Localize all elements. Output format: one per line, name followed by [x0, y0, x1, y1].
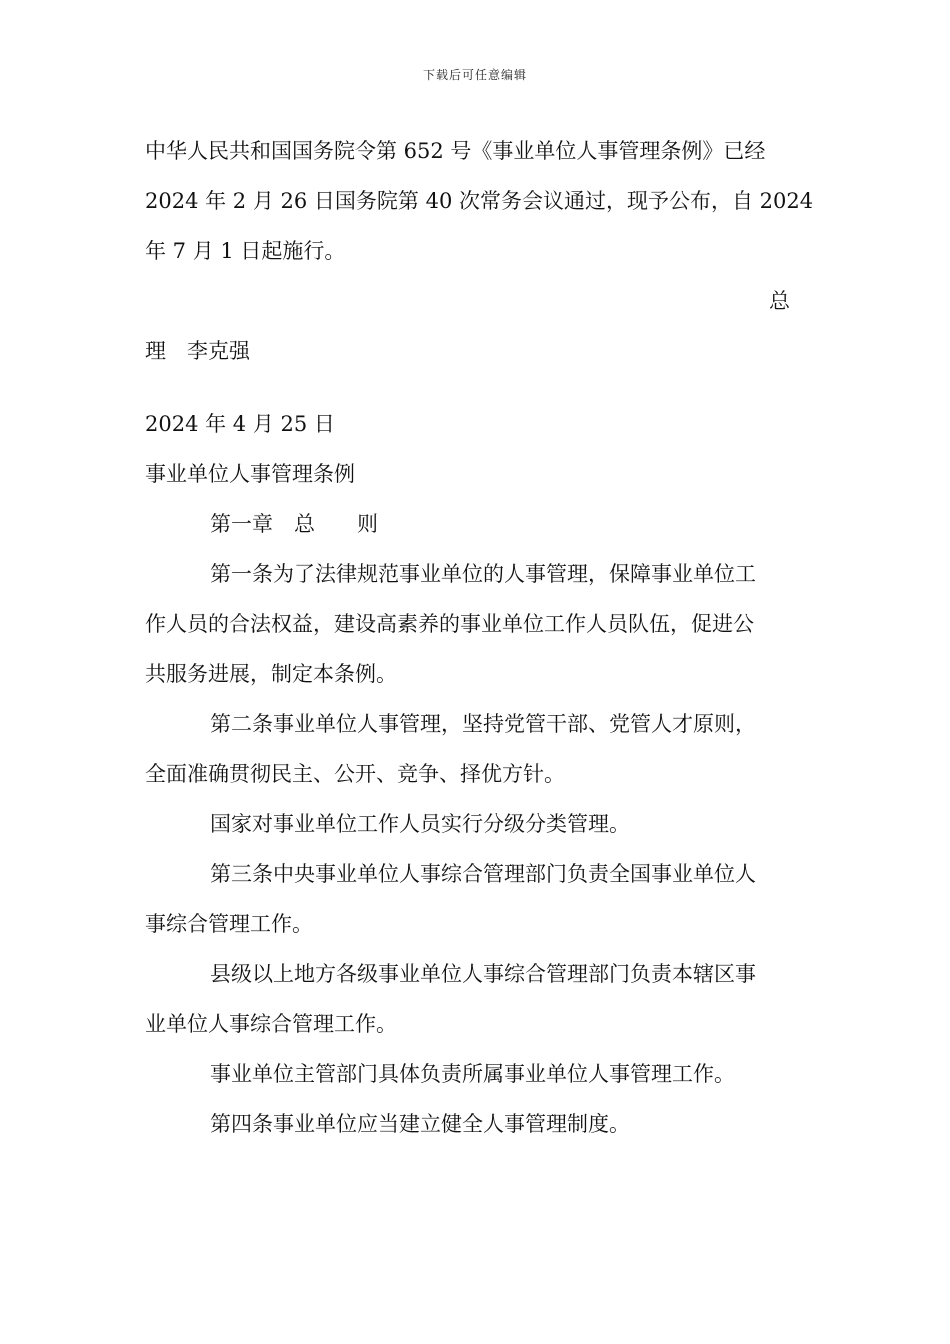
article-1-line-1: 第一条为了法律规范事业单位的人事管理，保障事业单位工: [210, 562, 756, 586]
article-2-paragraph-2: 国家对事业单位工作人员实行分级分类管理。: [210, 812, 630, 836]
article-4-line-1: 第四条事业单位应当建立健全人事管理制度。: [210, 1112, 630, 1136]
order-line-1: 中华人民共和国国务院令第 652 号《事业单位人事管理条例》已经: [145, 139, 766, 163]
article-1-line-3: 共服务进展，制定本条例。: [145, 662, 397, 686]
download-note: 下载后可任意编辑: [422, 68, 527, 82]
signature-date: 2024 年 4 月 25 日: [145, 412, 335, 436]
regulation-title: 事业单位人事管理条例: [145, 462, 355, 486]
order-line-2: 2024 年 2 月 26 日国务院第 40 次常务会议通过，现予公布，自 2024: [145, 189, 814, 213]
article-3-line-1: 第三条中央事业单位人事综合管理部门负责全国事业单位人: [210, 862, 756, 886]
article-3-paragraph-2-line-1: 县级以上地方各级事业单位人事综合管理部门负责本辖区事: [210, 962, 756, 986]
order-line-3: 年 7 月 1 日起施行。: [145, 239, 346, 263]
article-1-line-2: 作人员的合法权益，建设高素养的事业单位工作人员队伍，促进公: [145, 612, 754, 636]
article-3-line-2: 事综合管理工作。: [145, 912, 313, 936]
signature-title-part-1: 总: [769, 289, 790, 313]
chapter-heading: 第一章 总 则: [210, 512, 378, 536]
article-2-line-1: 第二条事业单位人事管理，坚持党管干部、党管人才原则，: [210, 712, 756, 736]
article-3-paragraph-2-line-2: 业单位人事综合管理工作。: [145, 1012, 397, 1036]
article-2-line-2: 全面准确贯彻民主、公开、竞争、择优方针。: [145, 762, 565, 786]
article-3-paragraph-3: 事业单位主管部门具体负责所属事业单位人事管理工作。: [210, 1062, 735, 1086]
signature-name: 理 李克强: [145, 339, 250, 363]
